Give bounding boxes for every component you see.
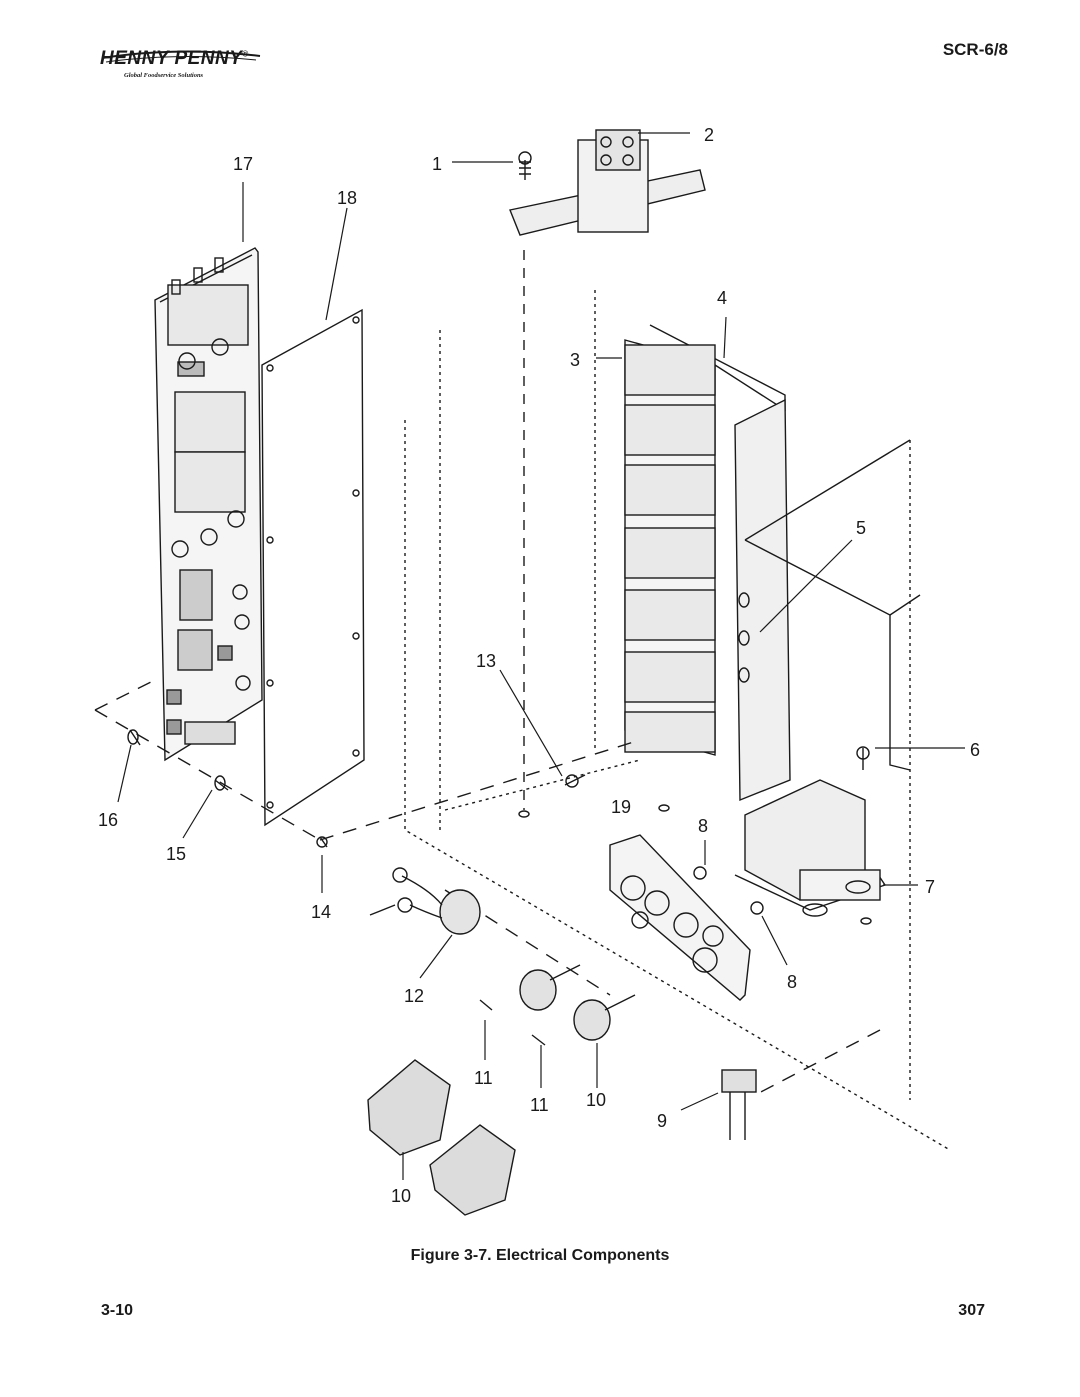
callout-5: 5: [856, 518, 867, 538]
contactor-relay: [735, 780, 885, 916]
callout-1: 1: [432, 154, 443, 174]
callout-9: 9: [657, 1111, 668, 1131]
callout-10a: 10: [586, 1090, 607, 1110]
callout-12: 12: [404, 986, 425, 1006]
callout-11a: 11: [474, 1068, 493, 1088]
callout-8a: 8: [698, 816, 709, 836]
back-plate: [262, 310, 364, 825]
callout-10b: 10: [391, 1186, 412, 1206]
callout-6: 6: [970, 740, 981, 760]
heat-sink-bracket: [735, 400, 920, 800]
callout-19: 19: [611, 797, 632, 817]
callout-7: 7: [925, 877, 936, 897]
callout-4: 4: [717, 288, 728, 308]
callout-16: 16: [98, 810, 119, 830]
wire-harness: [722, 1070, 756, 1140]
figure-caption: Figure 3-7. Electrical Components: [410, 1247, 670, 1264]
temp-probe: [370, 868, 480, 934]
callout-14: 14: [311, 902, 332, 922]
terminal-block: [510, 130, 705, 235]
control-board: [155, 248, 262, 760]
callout-8b: 8: [787, 972, 798, 992]
model-number: SCR-6/8: [942, 40, 1008, 59]
page-number: 307: [958, 1302, 985, 1319]
brand-name: HENNY PENNY®: [100, 48, 249, 69]
callout-15: 15: [166, 844, 187, 864]
callout-13: 13: [476, 651, 497, 671]
callout-2: 2: [704, 125, 715, 145]
section-number: 3-10: [101, 1302, 134, 1319]
callout-3: 3: [570, 350, 581, 370]
callout-11b: 11: [530, 1095, 549, 1115]
brand-tagline: Global Foodservice Solutions: [124, 72, 204, 79]
callout-18: 18: [337, 188, 358, 208]
fuse-holder-plate: [610, 835, 750, 1000]
fuse-holders: [480, 965, 635, 1045]
callout-17: 17: [233, 154, 254, 174]
